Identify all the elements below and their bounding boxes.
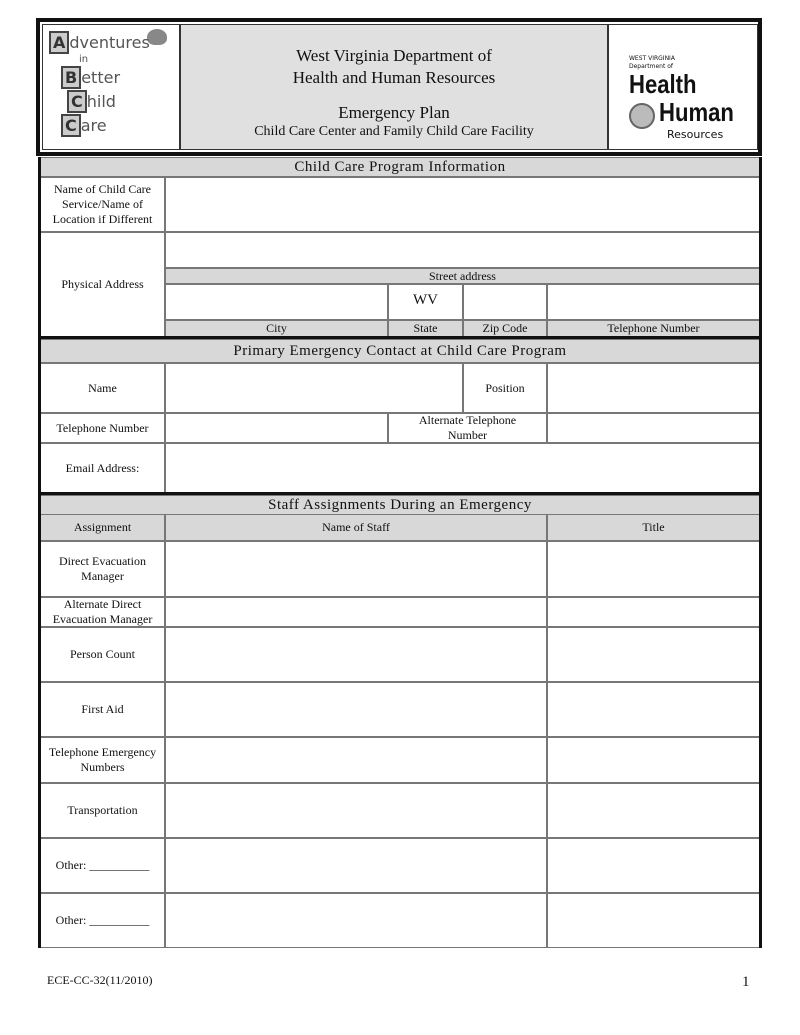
assignment-label: First Aid bbox=[40, 682, 165, 737]
email-field[interactable] bbox=[165, 443, 760, 493]
assignment-label: Alternate Direct Evacuation Manager bbox=[40, 597, 165, 627]
plan-title: Emergency Plan bbox=[338, 103, 450, 122]
staff-name-field[interactable] bbox=[165, 737, 547, 783]
alt-phone-label: Alternate Telephone Number bbox=[388, 413, 547, 443]
assignment-label: Person Count bbox=[40, 627, 165, 682]
butterfly-icon bbox=[147, 29, 167, 45]
staff-title-field[interactable] bbox=[547, 597, 760, 627]
form-code: ECE-CC-32(11/2010) bbox=[47, 973, 153, 987]
logo-small-text: Department of bbox=[629, 63, 673, 70]
seal-icon bbox=[629, 103, 655, 129]
page-number: 1 bbox=[742, 974, 750, 990]
right-border bbox=[759, 157, 762, 948]
assignment-label: Direct Evacuation Manager bbox=[40, 541, 165, 597]
staff-title-field[interactable] bbox=[547, 541, 760, 597]
logo-word-care: Care bbox=[65, 116, 107, 135]
logo-small-text: WEST VIRGINIA bbox=[629, 55, 675, 62]
staff-title-field[interactable] bbox=[547, 838, 760, 893]
column-header-name: Name of Staff bbox=[165, 514, 547, 541]
contact-phone-label: Telephone Number bbox=[40, 413, 165, 443]
column-header-title: Title bbox=[547, 514, 760, 541]
position-field[interactable] bbox=[547, 363, 760, 413]
logo-word-adventures: Adventures bbox=[53, 33, 150, 52]
header-title-cell bbox=[180, 24, 608, 150]
staff-name-field[interactable] bbox=[165, 541, 547, 597]
zip-code-label: Zip Code bbox=[463, 320, 547, 337]
column-header-assignment: Assignment bbox=[40, 514, 165, 541]
state-field[interactable]: WV bbox=[388, 284, 463, 320]
state-label: State bbox=[388, 320, 463, 337]
department-title-line2: Health and Human Resources bbox=[292, 68, 496, 87]
staff-name-field[interactable] bbox=[165, 597, 547, 627]
dhhr-logo-cell bbox=[608, 24, 758, 150]
city-field[interactable] bbox=[165, 284, 388, 320]
logo-word-child: Child bbox=[71, 92, 116, 111]
position-label: Position bbox=[463, 363, 547, 413]
staff-title-field[interactable] bbox=[547, 893, 760, 948]
email-label: Email Address: bbox=[40, 443, 165, 493]
staff-title-field[interactable] bbox=[547, 627, 760, 682]
telephone-label: Telephone Number bbox=[547, 320, 760, 337]
contact-name-field[interactable] bbox=[165, 363, 463, 413]
assignment-label: Transportation bbox=[40, 783, 165, 838]
program-info-header: Child Care Program Information bbox=[40, 157, 760, 177]
assignment-label: Other: __________ bbox=[40, 893, 165, 948]
staff-title-field[interactable] bbox=[547, 682, 760, 737]
plan-subtitle: Child Care Center and Family Child Care Facility bbox=[254, 124, 534, 139]
zip-code-field[interactable] bbox=[463, 284, 547, 320]
staff-assignments-header: Staff Assignments During an Emergency bbox=[40, 495, 760, 515]
telephone-field[interactable] bbox=[547, 284, 760, 320]
service-name-field[interactable] bbox=[165, 177, 760, 232]
assignment-label: Telephone Emergency Numbers bbox=[40, 737, 165, 783]
left-border bbox=[38, 157, 41, 948]
city-label: City bbox=[165, 320, 388, 337]
staff-name-field[interactable] bbox=[165, 627, 547, 682]
logo-resources: Resources bbox=[667, 128, 724, 141]
logo-human: Human bbox=[659, 97, 734, 127]
logo-health: Health bbox=[629, 69, 697, 99]
contact-name-label: Name bbox=[40, 363, 165, 413]
alt-phone-field[interactable] bbox=[547, 413, 760, 443]
staff-name-field[interactable] bbox=[165, 682, 547, 737]
logo-abc-cell bbox=[42, 24, 180, 150]
service-name-label: Name of Child Care Service/Name of Location if Different bbox=[40, 177, 165, 232]
street-address-field[interactable] bbox=[165, 232, 760, 268]
logo-word-in: in bbox=[79, 54, 89, 65]
logo-word-better: Better bbox=[65, 68, 121, 87]
staff-name-field[interactable] bbox=[165, 838, 547, 893]
emergency-contact-header: Primary Emergency Contact at Child Care Program bbox=[40, 339, 760, 363]
physical-address-label: Physical Address bbox=[40, 232, 165, 337]
staff-title-field[interactable] bbox=[547, 783, 760, 838]
contact-phone-field[interactable] bbox=[165, 413, 388, 443]
street-address-label: Street address bbox=[165, 268, 760, 284]
department-title-line1: West Virginia Department of bbox=[296, 46, 492, 65]
staff-name-field[interactable] bbox=[165, 783, 547, 838]
staff-title-field[interactable] bbox=[547, 737, 760, 783]
assignment-label: Other: __________ bbox=[40, 838, 165, 893]
staff-name-field[interactable] bbox=[165, 893, 547, 948]
